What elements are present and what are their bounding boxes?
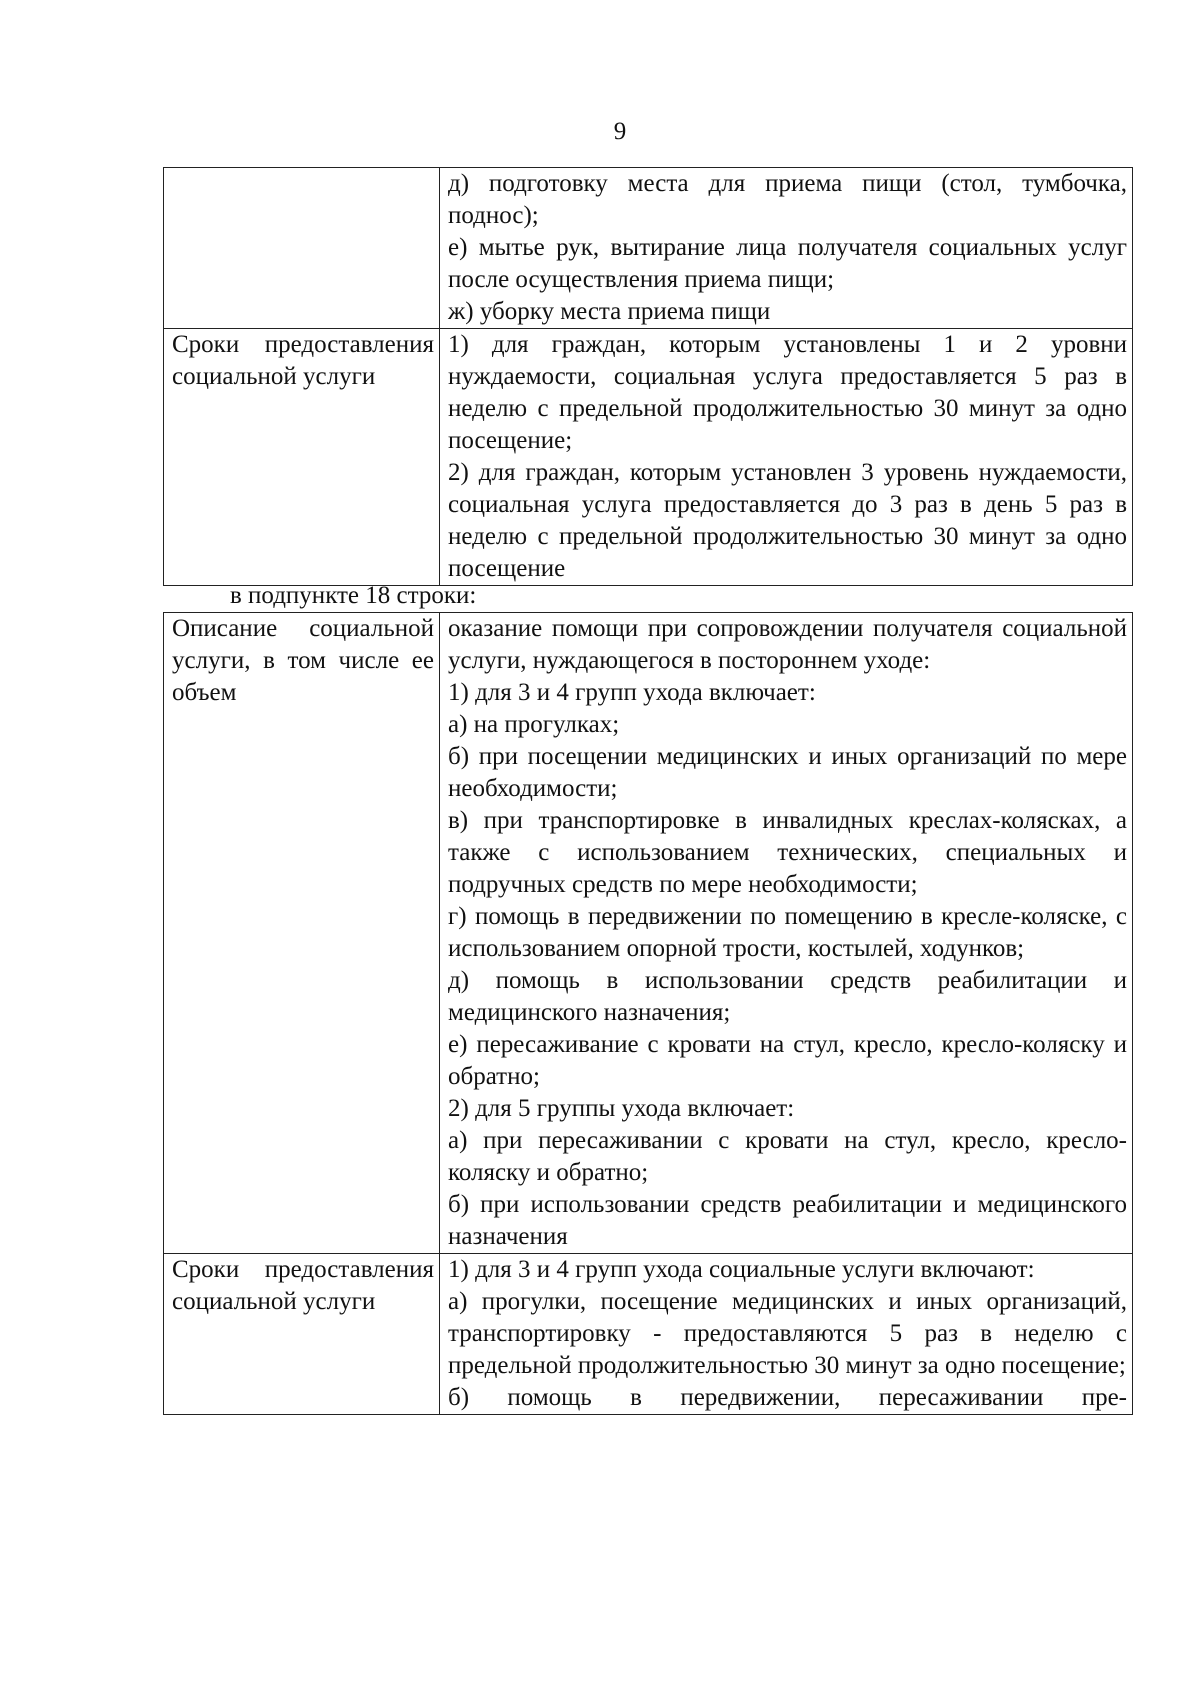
row-content [440,168,1133,329]
service-table-18 [163,612,1133,1415]
page-number: 9 [613,118,627,145]
list-item: 2) для граждан, которым установлен 3 уровень нуждаемости, социальная услуга предоставляется до 3 раз в день 5 раз в неделю с предельной продолжительностью 30 минут за одно посещение [448,459,1127,582]
list-item: е) пересаживание с кровати на стул, кресло, кресло-коляску и обратно; [448,1031,1127,1090]
list-item: а) при пересаживании с кровати на стул, кресло, кресло-коляску и обратно; [448,1127,1127,1186]
list-item: а) прогулки, посещение медицинских и иных организаций, транспортировку - предоставляются 5 раз в неделю с предельной продолжительностью 30 минут за одно посещение; [448,1288,1127,1379]
list-item: д) помощь в использовании средств реабилитации и медицинского назначения; [448,967,1127,1026]
list-item-continued: б) помощь в передвижении, пересаживании пре- [448,1384,1127,1411]
list-item: е) мытье рук, вытирание лица получателя социальных услуг после осуществления приема пищи; [448,234,1127,293]
table-row [164,329,1133,586]
row-label: Сроки предоставления социальной услуги [164,1254,440,1415]
row-label-empty [164,168,440,329]
list-item: в) при транспортировке в инвалидных креслах-колясках, а также с использованием технических, специальных и подручных средств по мере необходимости; [448,807,1127,898]
row-content [440,1254,1133,1415]
list-item: б) при использовании средств реабилитации и медицинского назначения [448,1191,1127,1250]
list-item: 1) для 3 и 4 групп ухода социальные услуги включают: [448,1256,1035,1283]
list-item: г) помощь в передвижении по помещению в кресле-коляске, с использованием опорной трости, костылей, ходунков; [448,903,1127,962]
table-row [164,168,1133,329]
table-row [164,613,1133,1254]
list-item: 2) для 5 группы ухода включает: [448,1095,795,1122]
table-row [164,1254,1133,1415]
service-table-continued [163,167,1133,586]
row-content [440,613,1133,1254]
list-item: а) на прогулках; [448,711,620,738]
list-item: 1) для граждан, которым установлены 1 и 2 уровни нуждаемости, социальная услуга предоставляется 5 раз в неделю с предельной продолжительностью 30 минут за одно посещение; [448,331,1127,454]
row-label: Сроки предоставления социальной услуги [164,329,440,586]
list-item: 1) для 3 и 4 групп ухода включает: [448,679,816,706]
list-item: б) при посещении медицинских и иных организаций по мере необходимости; [448,743,1127,802]
row-content [440,329,1133,586]
row-label: Описание социальной услуги, в том числе ее объем [164,613,440,1254]
list-item: ж) уборку места приема пищи [448,298,771,325]
list-item: д) подготовку места для приема пищи (стол, тумбочка, поднос); [448,170,1127,229]
subsection-caption: в подпункте 18 строки: [230,582,477,609]
list-item: оказание помощи при сопровождении получателя социальной услуги, нуждающегося в постороннем уходе: [448,615,1127,674]
